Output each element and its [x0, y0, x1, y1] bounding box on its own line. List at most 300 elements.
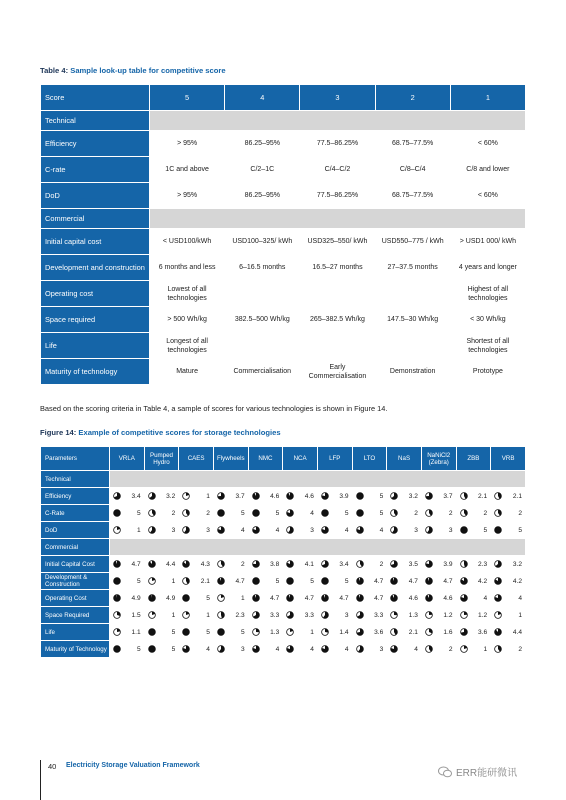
row-label: Maturity of Technology: [41, 641, 109, 657]
score-value: 4: [518, 594, 522, 602]
score-value: 3.2: [166, 492, 176, 500]
score-value: 1.5: [131, 611, 141, 619]
score-value: 4: [275, 526, 280, 534]
header-parameters: Parameters: [41, 447, 109, 470]
harvey-ball-icon: [321, 628, 329, 636]
harvey-ball-icon: [390, 645, 398, 653]
section-fill: [150, 209, 525, 228]
score-value: 5: [379, 492, 384, 500]
harvey-ball-icon: [356, 509, 364, 517]
score: [249, 594, 283, 602]
score-cell: [283, 573, 317, 589]
harvey-ball-icon: [286, 594, 294, 602]
score-cell: [422, 641, 456, 657]
score: [491, 645, 525, 653]
score: [318, 628, 352, 636]
score-cell: [353, 624, 387, 640]
score-value: 4.6: [304, 492, 314, 500]
score: [457, 628, 491, 636]
harvey-ball-icon: [390, 611, 398, 619]
score-value: 4: [414, 645, 418, 653]
score: [214, 560, 248, 568]
harvey-ball-icon: [390, 509, 398, 517]
score-cell: [249, 505, 283, 521]
score-cell: [457, 590, 491, 606]
score-cell: [283, 556, 317, 572]
table-cell: 86.25–95%: [225, 183, 299, 208]
score-value: 5: [344, 509, 349, 517]
row-label: Maturity of technology: [41, 359, 149, 384]
harvey-ball-icon: [356, 492, 364, 500]
row-label: Initial capital cost: [41, 229, 149, 254]
score: [353, 492, 387, 500]
header-score-4: 4: [225, 85, 299, 110]
row-label: Life: [41, 624, 109, 640]
harvey-ball-icon: [113, 492, 121, 500]
score: [457, 492, 491, 500]
score-value: 3.6: [374, 628, 384, 636]
score: [249, 628, 283, 636]
header-score-5: 5: [150, 85, 224, 110]
score-cell: [318, 573, 352, 589]
score: [110, 577, 144, 585]
score: [110, 509, 144, 517]
score: [457, 560, 491, 568]
score-cell: [422, 573, 456, 589]
score: [457, 526, 491, 534]
harvey-ball-icon: [460, 645, 468, 653]
score-value: 3.9: [443, 560, 453, 568]
score-value: 1.4: [339, 628, 349, 636]
header-technology: NaS: [387, 447, 421, 470]
score-cell: [387, 641, 421, 657]
harvey-ball-icon: [286, 645, 294, 653]
harvey-ball-icon: [494, 628, 502, 636]
table-cell: < 30 Wh/kg: [451, 307, 525, 332]
row-label: DoD: [41, 183, 149, 208]
score: [249, 611, 283, 619]
score: [353, 560, 387, 568]
watermark: [438, 764, 517, 779]
score-cell: [214, 641, 248, 657]
score-cell: [283, 522, 317, 538]
score-value: 4.9: [131, 594, 141, 602]
table-cell: [300, 333, 374, 358]
header-score: Score: [41, 85, 149, 110]
table-cell: Lowest of all technologies: [150, 281, 224, 306]
score-cell: [179, 488, 213, 504]
score-cell: [179, 624, 213, 640]
section-fill: [150, 111, 525, 130]
footer-rule: [40, 760, 41, 800]
table-row: [41, 488, 525, 504]
score-value: 2: [240, 560, 245, 568]
score-value: 2.1: [478, 492, 488, 500]
score-value: 5: [171, 628, 176, 636]
table-row: [41, 229, 525, 254]
row-label: Space required: [41, 307, 149, 332]
harvey-ball-icon: [113, 628, 121, 636]
score-cell: [214, 590, 248, 606]
score: [214, 628, 248, 636]
table-row: [41, 641, 525, 657]
score-value: 4.2: [512, 577, 522, 585]
score-value: 3: [414, 526, 418, 534]
score: [457, 509, 491, 517]
harvey-ball-icon: [217, 628, 225, 636]
score: [283, 611, 317, 619]
score-value: 2: [448, 645, 453, 653]
section-fill: [110, 539, 525, 555]
score-cell: [491, 641, 525, 657]
score-cell: [283, 607, 317, 623]
score-value: 4.9: [166, 594, 176, 602]
score-value: 1: [240, 594, 245, 602]
score-value: 1: [483, 645, 488, 653]
score-cell: [249, 641, 283, 657]
harvey-ball-icon: [460, 509, 468, 517]
score-cell: [283, 505, 317, 521]
score-value: 3: [240, 645, 245, 653]
score-value: 1.3: [270, 628, 280, 636]
table-cell: 77.5–86.25%: [300, 131, 374, 156]
score-value: 2: [483, 509, 488, 517]
score-cell: [422, 505, 456, 521]
harvey-ball-icon: [425, 577, 433, 585]
score: [457, 577, 491, 585]
score-cell: [214, 522, 248, 538]
harvey-ball-icon: [460, 628, 468, 636]
harvey-ball-icon: [494, 526, 502, 534]
score-cell: [145, 641, 179, 657]
harvey-ball-icon: [113, 594, 121, 602]
section-title: Commercial: [41, 539, 109, 555]
score-cell: [145, 624, 179, 640]
score-cell: [353, 641, 387, 657]
score: [110, 492, 144, 500]
header-technology: LTO: [353, 447, 387, 470]
score-cell: [145, 607, 179, 623]
harvey-ball-icon: [494, 645, 502, 653]
harvey-ball-icon: [286, 509, 294, 517]
score-cell: [387, 556, 421, 572]
score: [110, 560, 144, 568]
score-value: 4.2: [478, 577, 488, 585]
harvey-ball-icon: [390, 526, 398, 534]
score-cell: [491, 624, 525, 640]
score: [422, 628, 456, 636]
score-cell: [422, 607, 456, 623]
score: [214, 645, 248, 653]
harvey-ball-icon: [148, 492, 156, 500]
score: [491, 509, 525, 517]
score-cell: [145, 556, 179, 572]
harvey-ball-icon: [460, 492, 468, 500]
score-value: 4: [483, 594, 488, 602]
score-cell: [179, 607, 213, 623]
table-cell: Demonstration: [376, 359, 450, 384]
score: [214, 526, 248, 534]
score-cell: [353, 590, 387, 606]
score-cell: [145, 505, 179, 521]
score: [179, 526, 213, 534]
score-cell: [283, 488, 317, 504]
score-value: 1: [171, 577, 176, 585]
score-value: 4.7: [131, 560, 141, 568]
table-cell: < 60%: [451, 131, 525, 156]
harvey-ball-icon: [425, 492, 433, 500]
table-cell: 27–37.5 months: [376, 255, 450, 280]
score: [283, 577, 317, 585]
score-value: 3.3: [374, 611, 384, 619]
score-cell: [491, 607, 525, 623]
score: [353, 577, 387, 585]
score-cell: [457, 573, 491, 589]
score-value: 4.4: [166, 560, 176, 568]
table-cell: Early Commercialisation: [300, 359, 374, 384]
score: [110, 628, 144, 636]
score-value: 1.2: [443, 611, 453, 619]
score-cell: [353, 488, 387, 504]
harvey-ball-icon: [252, 645, 260, 653]
harvey-ball-icon: [182, 509, 190, 517]
score-value: 5: [136, 645, 141, 653]
scores-table-header: [41, 447, 525, 470]
score-value: 3: [206, 526, 210, 534]
harvey-ball-icon: [356, 594, 364, 602]
score-value: 4.7: [304, 594, 314, 602]
harvey-ball-icon: [252, 611, 260, 619]
score-value: 1: [136, 526, 141, 534]
score-cell: [249, 488, 283, 504]
row-label: Initial Capital Cost: [41, 556, 109, 572]
score-value: 1.6: [443, 628, 453, 636]
score: [179, 628, 213, 636]
harvey-ball-icon: [182, 611, 190, 619]
score-cell: [214, 505, 248, 521]
harvey-ball-icon: [356, 611, 364, 619]
harvey-ball-icon: [113, 577, 121, 585]
score-cell: [145, 573, 179, 589]
harvey-ball-icon: [252, 509, 260, 517]
table-cell: [300, 281, 374, 306]
section-title: Technical: [41, 471, 109, 487]
harvey-ball-icon: [494, 594, 502, 602]
harvey-ball-icon: [286, 611, 294, 619]
body-paragraph: Based on the scoring criteria in Table 4, a sample of scores for various technologies is shown in Figure 14.: [40, 404, 388, 413]
score: [318, 577, 352, 585]
score: [318, 645, 352, 653]
score-value: 3: [379, 645, 384, 653]
score-cell: [353, 522, 387, 538]
score-value: 4.6: [408, 594, 418, 602]
table-row: [41, 590, 525, 606]
harvey-ball-icon: [356, 577, 364, 585]
harvey-ball-icon: [182, 526, 190, 534]
score-value: 1: [518, 611, 522, 619]
harvey-ball-icon: [182, 577, 190, 585]
score: [353, 628, 387, 636]
table-cell: [225, 281, 299, 306]
harvey-ball-icon: [148, 560, 156, 568]
score-value: 3.4: [339, 560, 349, 568]
score: [110, 611, 144, 619]
score: [145, 526, 179, 534]
score-cell: [110, 505, 144, 521]
score-value: 3: [310, 526, 314, 534]
score-cell: [387, 590, 421, 606]
harvey-ball-icon: [113, 560, 121, 568]
score-value: 2: [518, 509, 522, 517]
score: [353, 509, 387, 517]
score-value: 3: [171, 526, 176, 534]
score-value: 4.7: [270, 594, 280, 602]
score-value: 1: [206, 492, 210, 500]
score: [179, 645, 213, 653]
score-cell: [387, 607, 421, 623]
score-value: 1.1: [131, 628, 141, 636]
score-value: 3.6: [478, 628, 488, 636]
score-cell: [110, 488, 144, 504]
score: [249, 577, 283, 585]
score-cell: [457, 607, 491, 623]
score-value: 5: [483, 526, 488, 534]
table-row: [41, 522, 525, 538]
section-title: Commercial: [41, 209, 149, 228]
score: [214, 577, 248, 585]
harvey-ball-icon: [148, 594, 156, 602]
harvey-ball-icon: [321, 492, 329, 500]
score: [318, 611, 352, 619]
section-row: [41, 539, 525, 555]
table4-caption-text: Sample look-up table for competitive score: [70, 66, 226, 75]
header-technology: NCA: [283, 447, 317, 470]
table-cell: [376, 281, 450, 306]
score-cell: [318, 488, 352, 504]
score-value: 1.2: [478, 611, 488, 619]
score-value: 5: [379, 509, 384, 517]
table-cell: C/8–C/4: [376, 157, 450, 182]
score-cell: [110, 522, 144, 538]
score: [110, 594, 144, 602]
score-cell: [353, 556, 387, 572]
table-cell: 147.5–30 Wh/kg: [376, 307, 450, 332]
score: [387, 577, 421, 585]
header-technology: Pumped Hydro: [145, 447, 179, 470]
score-value: 5: [136, 509, 141, 517]
score: [457, 645, 491, 653]
header-technology: VRB: [491, 447, 525, 470]
harvey-ball-icon: [217, 492, 225, 500]
score-value: 4: [310, 509, 314, 517]
score-value: 4.6: [443, 594, 453, 602]
harvey-ball-icon: [494, 577, 502, 585]
score-cell: [110, 573, 144, 589]
score-cell: [353, 607, 387, 623]
score: [145, 628, 179, 636]
header-technology: NMC: [249, 447, 283, 470]
section-fill: [110, 471, 525, 487]
table-row: [41, 505, 525, 521]
harvey-ball-icon: [460, 594, 468, 602]
harvey-ball-icon: [286, 577, 294, 585]
row-label: Efficiency: [41, 131, 149, 156]
score-cell: [422, 590, 456, 606]
score: [353, 526, 387, 534]
row-label: Operating Cost: [41, 590, 109, 606]
wechat-icon: [438, 766, 452, 778]
score-cell: [457, 522, 491, 538]
watermark-text: ERR能研微讯: [456, 768, 518, 779]
harvey-ball-icon: [217, 509, 225, 517]
score-cell: [491, 505, 525, 521]
score-value: 2.3: [235, 611, 245, 619]
score-cell: [214, 607, 248, 623]
score-value: 4.7: [408, 577, 418, 585]
score-value: 5: [240, 628, 245, 636]
score: [249, 645, 283, 653]
score: [387, 645, 421, 653]
table-row: [41, 131, 525, 156]
score-cell: [387, 505, 421, 521]
score-cell: [318, 641, 352, 657]
harvey-ball-icon: [494, 611, 502, 619]
row-label: Efficiency: [41, 488, 109, 504]
harvey-ball-icon: [182, 628, 190, 636]
harvey-ball-icon: [321, 645, 329, 653]
harvey-ball-icon: [148, 611, 156, 619]
score-value: 4: [310, 645, 314, 653]
figure14-caption-label: Figure 14:: [40, 428, 77, 437]
harvey-ball-icon: [286, 628, 294, 636]
harvey-ball-icon: [390, 492, 398, 500]
score-value: 1: [310, 628, 314, 636]
score-value: 1.3: [408, 611, 418, 619]
header-score-3: 3: [300, 85, 374, 110]
score: [491, 611, 525, 619]
score-value: 5: [310, 577, 314, 585]
table-cell: 382.5–500 Wh/kg: [225, 307, 299, 332]
score: [387, 594, 421, 602]
harvey-ball-icon: [390, 628, 398, 636]
score-cell: [179, 590, 213, 606]
score-value: 2: [448, 509, 453, 517]
score-cell: [318, 590, 352, 606]
score: [145, 492, 179, 500]
lookup-table-header: [41, 85, 525, 110]
score-cell: [110, 590, 144, 606]
section-title: Technical: [41, 111, 149, 130]
header-technology: LFP: [318, 447, 352, 470]
score: [145, 594, 179, 602]
score-value: 4: [275, 645, 280, 653]
row-label: Space Required: [41, 607, 109, 623]
score: [283, 645, 317, 653]
harvey-ball-icon: [494, 509, 502, 517]
table-cell: 1C and above: [150, 157, 224, 182]
harvey-ball-icon: [390, 577, 398, 585]
harvey-ball-icon: [321, 560, 329, 568]
score: [249, 509, 283, 517]
score-cell: [179, 505, 213, 521]
score-value: 4.4: [512, 628, 522, 636]
score-value: 2.1: [512, 492, 522, 500]
score-value: 4.7: [235, 577, 245, 585]
score: [491, 492, 525, 500]
harvey-ball-icon: [356, 645, 364, 653]
harvey-ball-icon: [252, 628, 260, 636]
score: [491, 577, 525, 585]
